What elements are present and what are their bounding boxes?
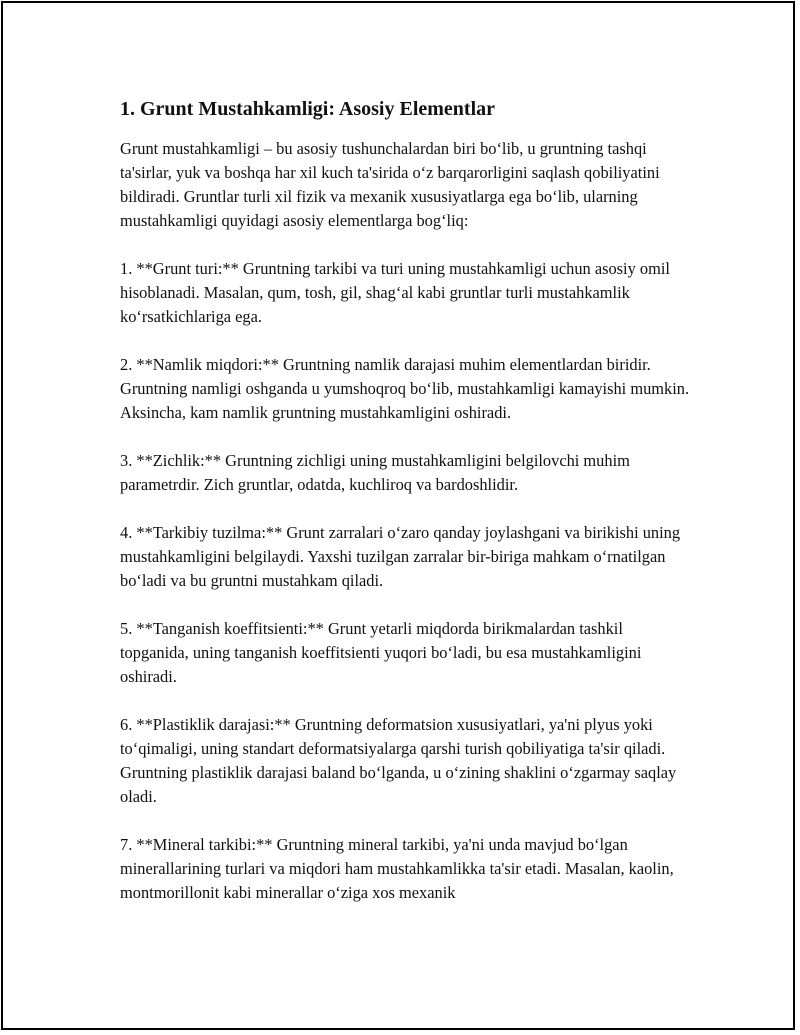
intro-paragraph: Grunt mustahkamligi – bu asosiy tushunchalardan biri bo‘lib, u gruntning tashqi ta'sirlar, yuk va boshqa har xil kuch ta'sirida o‘z barqarorligini saqlash qobiliyatini bildiradi. Gruntlar turli xil fizik va mexanik xususiyatlarga ega bo‘lib, ularning mustahkamligi quyidagi asosiy elementlarga bog‘liq: (120, 139, 660, 230)
paragraph-namlik-miqdori: 2. **Namlik miqdori:** Gruntning namlik darajasi muhim elementlardan biridir. Gruntning namligi oshganda u yumshoqroq bo‘lib, mustahkamligi kamayishi mumkin. Aksincha, kam namlik gruntning mustahkamligini oshiradi. (120, 355, 690, 422)
document-heading: 1. Grunt Mustahkamligi: Asosiy Elementlar (120, 98, 496, 120)
document-body (120, 95, 690, 929)
paragraph-mineral-tarkibi: 7. **Mineral tarkibi:** Gruntning mineral tarkibi, ya'ni unda mavjud bo‘lgan minerallarining turlari va miqdori ham mustahkamlikka ta'sir etadi. Masalan, kaolin, montmorillonit kabi minerallar o‘ziga xos mexanik (120, 835, 674, 902)
paragraph-tanganish-koeffitsienti: 5. **Tanganish koeffitsienti:** Grunt yetarli miqdorda birikmalardan tashkil topganida, uning tanganish koeffitsienti yuqori bo‘ladi, bu esa mustahkamligini oshiradi. (120, 619, 642, 686)
paragraph-zichlik: 3. **Zichlik:** Gruntning zichligi uning mustahkamligini belgilovchi muhim parametrdir. Zich gruntlar, odatda, kuchliroq va bardoshlidir. (120, 451, 630, 494)
page-frame (1, 1, 795, 1030)
paragraph-plastiklik-darajasi: 6. **Plastiklik darajasi:** Gruntning deformatsion xususiyatlari, ya'ni plyus yoki to‘qimaligi, uning standart deformatsiyalarga qarshi turish qobiliyatiga ta'sir qiladi. Gruntning plastiklik darajasi baland bo‘lganda, u o‘zining shaklini o‘zgarmay saqlay oladi. (120, 715, 677, 806)
paragraph-grunt-turi: 1. **Grunt turi:** Gruntning tarkibi va turi uning mustahkamligi uchun asosiy omil hisoblanadi. Masalan, qum, tosh, gil, shag‘al kabi gruntlar turli mustahkamlik ko‘rsatkichlariga ega. (120, 259, 670, 326)
paragraph-tarkibiy-tuzilma: 4. **Tarkibiy tuzilma:** Grunt zarralari o‘zaro qanday joylashgani va birikishi uning mustahkamligini belgilaydi. Yaxshi tuzilgan zarralar bir-biriga mahkam o‘rnatilgan bo‘ladi va bu gruntni mustahkam qiladi. (120, 523, 681, 590)
